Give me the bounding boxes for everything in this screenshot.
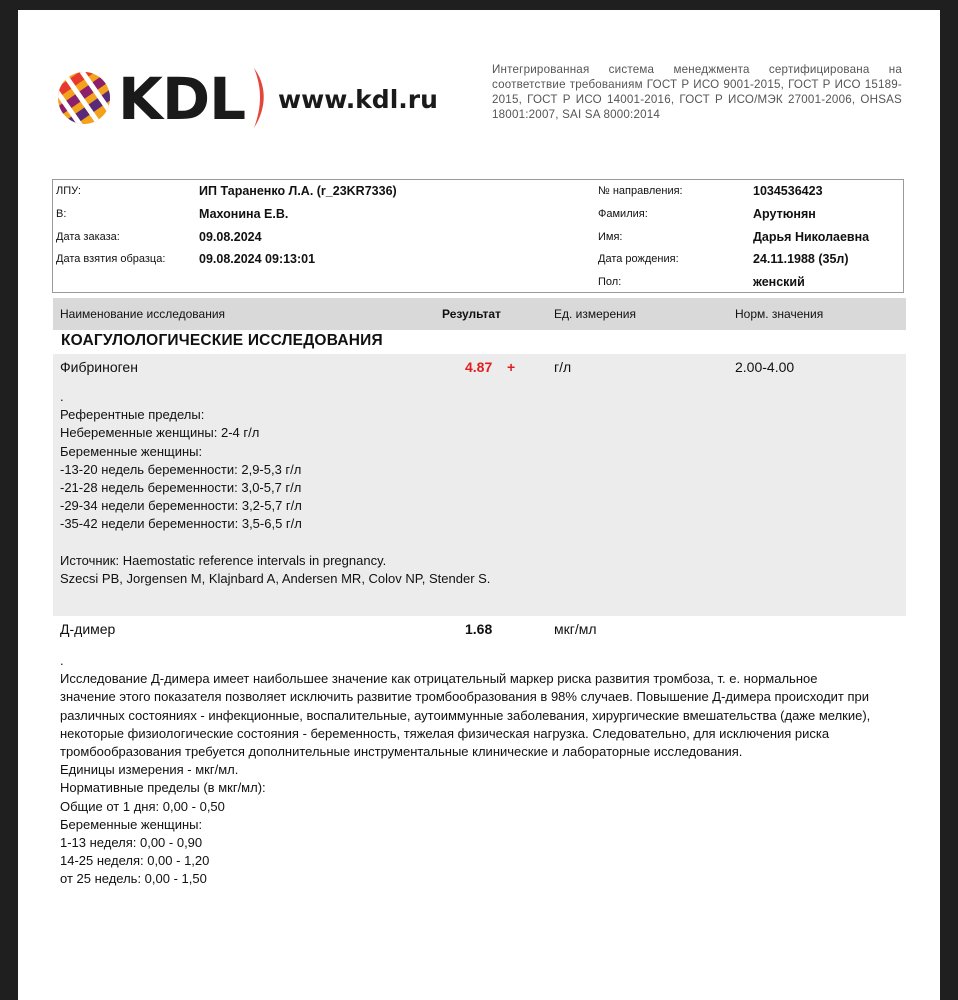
surname-value: Арутюнян (753, 207, 816, 221)
test-result: 4.87 (465, 359, 493, 375)
test-note: . Референтные пределы: Небеременные женщины: 2-4 г/л Беременные женщины: -13-20 недель беременности: 2,9-5,3 г/л -21-28 недель беременности: 3,0-5,7 г/л -29-34 недели беременности: 3,2-5,7 г/л -35-42 недели беременности: 3,5-6,5 г/л Источник: Haemostatic reference intervals in pregnancy. Szecsi PB, Jorgensen M, Klajnbard A, Andersen MR, Colov NP, Stender S. (60, 389, 491, 587)
referral-label: № направления: (598, 185, 683, 197)
kdl-logo (56, 64, 438, 134)
sample-date-label: Дата взятия образца: (56, 253, 166, 265)
logo-swoosh-icon (250, 66, 270, 130)
results-table-header (53, 298, 906, 330)
col-units-header: Ед. измерения (554, 307, 636, 321)
v-value: Махонина Е.В. (199, 207, 289, 221)
col-name-header: Наименование исследования (60, 307, 226, 321)
v-label: В: (56, 208, 67, 220)
table-row (53, 354, 906, 616)
sex-value: женский (753, 275, 805, 289)
name-label: Имя: (598, 231, 623, 243)
lpu-value: ИП Тараненко Л.А. (r_23KR7336) (199, 184, 397, 198)
col-norm-header: Норм. значения (735, 307, 824, 321)
test-units: мкг/мл (554, 621, 597, 637)
lpu-label: ЛПУ: (56, 185, 81, 197)
kdl-emblem-icon (56, 68, 112, 132)
surname-label: Фамилия: (598, 208, 648, 220)
birth-label: Дата рождения: (598, 253, 679, 265)
col-result-header: Результат (442, 307, 501, 321)
sex-label: Пол: (598, 276, 622, 288)
patient-info-box (52, 179, 904, 293)
report-page (18, 10, 940, 1000)
test-name: Д-димер (60, 621, 116, 637)
test-result: 1.68 (465, 621, 493, 637)
section-title: КОАГУЛОЛОГИЧЕСКИЕ ИССЛЕДОВАНИЯ (61, 332, 383, 349)
name-value: Дарья Николаевна (753, 230, 870, 244)
order-date-value: 09.08.2024 (199, 230, 262, 244)
test-units: г/л (554, 359, 572, 375)
sample-date-value: 09.08.2024 09:13:01 (199, 252, 316, 266)
test-note: . Исследование Д-димера имеет наибольшее значение как отрицательный маркер риска развития тромбоза, т. е. нормальное значение этого показателя позволяет исключить развитие тромбообразования в 98% случаев. Повышение Д-димера происходит при различных состояниях - инфекционные, воспалительные, аутоиммунные заболевания, хирургические вмешательства (даже мелкие), некоторые физиологические состояния - беременность, тяжелая физическая нагрузка. Следовательно, для исключения риска тромбообразования требуется дополнительные инструментальные клинические и лабораторные исследования. Единицы измерения - мкг/мл. Нормативные пределы (в мкг/мл): Общие от 1 дня: 0,00 - 0,50 Беременные женщины: 1-13 неделя: 0,00 - 0,90 14-25 неделя: 0,00 - 1,20 от 25 недель: 0,00 - 1,50 (60, 653, 871, 887)
abnormal-flag: + (507, 359, 516, 375)
test-name: Фибриноген (60, 359, 138, 375)
logo-wordmark: KDL (118, 65, 246, 133)
certification-text: Интегрированная система менеджмента сертифицирована на соответствие требованиям ГОСТ Р ИСО 9001-2015, ГОСТ Р ИСО 15189-2015, ГОСТ Р ИСО 14001-2016, ГОСТ Р ИСО/МЭК 27001-2006, OHSAS 18001:2007, SAI SA 8000:2014 (492, 63, 902, 121)
birth-value: 24.11.1988 (35л) (753, 252, 849, 266)
website-url[interactable]: www.kdl.ru (278, 85, 438, 114)
referral-value: 1034536423 (753, 184, 823, 198)
test-norm: 2.00-4.00 (735, 359, 795, 375)
order-date-label: Дата заказа: (56, 231, 120, 243)
